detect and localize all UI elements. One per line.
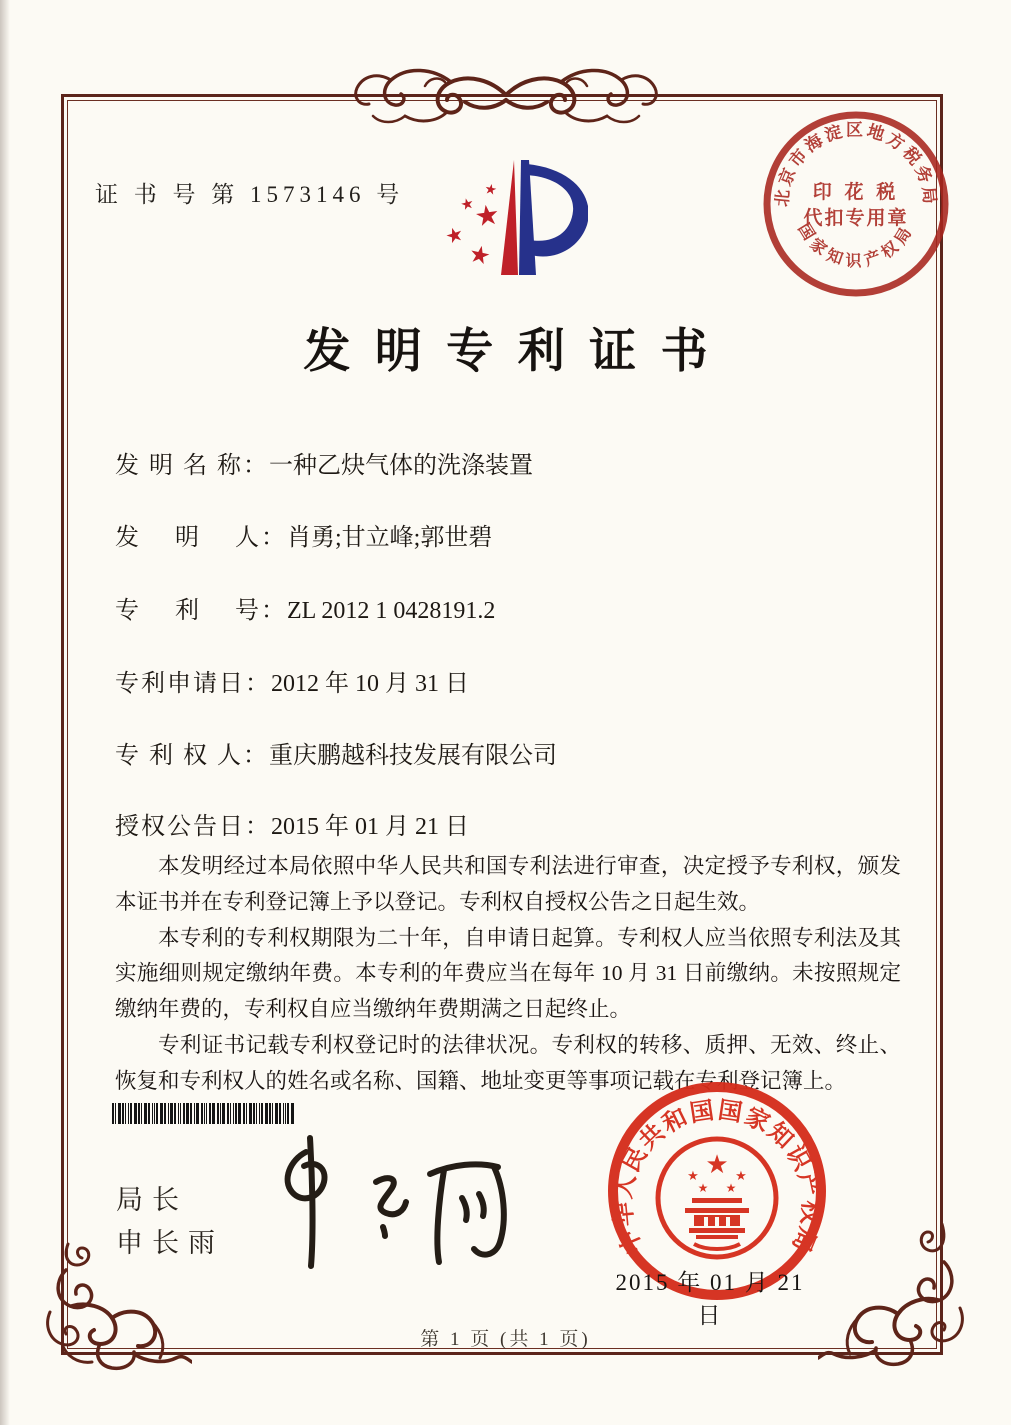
field-label: 专 利 权 人： [115,743,269,769]
certificate-title: 发明专利证书 [303,326,733,378]
certificate-number: 证 书 号 第 1573146 号 [95,182,405,207]
seal-arc-text: 中华人民共和国国家知识产权局 [610,1097,824,1258]
svg-text:★: ★ [725,1181,737,1195]
field-label: 专 利 号： [115,598,287,624]
tax-stamp-seal [756,104,956,304]
legal-paragraph: 本专利的专利权期限为二十年，自申请日起算。专利权人应当依照专利法及其实施细则规定缴纳年费。本专利的年费应当在每年 10 月 31 日前缴纳。未按照规定缴纳年费的，专利权自应当缴纳年费期满之日起终止。 [115,925,901,1022]
field-label: 发 明 人： [115,525,287,551]
field-value: 2015 年 01 月 21 日 [271,814,469,840]
seal-date: 2015 年 01 月 21 日 [615,1270,805,1328]
commissioner-title: 局长 [116,1185,188,1215]
national-emblem-icon [658,1139,776,1257]
field-value: 重庆鹏越科技发展有限公司 [269,743,557,769]
field-patent-number [115,590,495,625]
svg-text:★: ★ [483,181,499,199]
legal-text-block [115,849,901,1100]
tax-stamp-line1: 印 花 税 [812,182,900,203]
field-inventors [115,517,492,552]
svg-text:★: ★ [458,193,476,215]
field-label: 专利申请日： [115,671,271,697]
commissioner-name: 申长雨 [116,1228,224,1258]
svg-text:★: ★ [442,220,467,250]
field-invention-name [115,445,533,480]
field-value: 2012 年 10 月 31 日 [271,671,469,697]
legal-paragraph: 本发明经过本局依照中华人民共和国专利法进行审查，决定授予专利权，颁发本证书并在专利登记簿上予以登记。专利权自授权公告之日起生效。 [115,854,901,914]
field-filing-date [115,663,469,698]
svg-text:★: ★ [697,1181,709,1195]
tax-stamp-arc-bottom-text: 国家知识产权局 [794,220,918,271]
tax-stamp-arc-top-text: 北京市海淀区地方税务局 [772,120,940,208]
svg-text:★: ★ [472,197,502,234]
field-value: 肖勇;甘立峰;郭世碧 [287,525,493,551]
tax-stamp-line2: 代扣专用章 [803,208,909,229]
field-patentee [115,735,557,770]
svg-text:★: ★ [735,1169,747,1184]
field-grant-date [115,806,469,841]
commissioner-signature [252,1130,542,1280]
field-value: ZL 2012 1 0428191.2 [287,598,496,624]
patent-office-logo-icon [418,148,588,290]
svg-text:★: ★ [466,239,494,271]
barcode [112,1103,382,1124]
svg-text:★: ★ [705,1150,729,1180]
svg-text:★: ★ [687,1169,699,1184]
field-label: 发 明 名 称： [115,453,269,479]
field-value: 一种乙炔气体的洗涤装置 [269,453,533,479]
legal-paragraph: 专利证书记载专利权登记时的法律状况。专利权的转移、质押、无效、终止、恢复和专利权人的姓名或名称、国籍、地址变更等事项记载在专利登记簿上。 [115,1032,901,1093]
field-label: 授权公告日： [115,814,271,840]
page-number-footer: 第 1 页 (共 1 页) [420,1329,591,1350]
